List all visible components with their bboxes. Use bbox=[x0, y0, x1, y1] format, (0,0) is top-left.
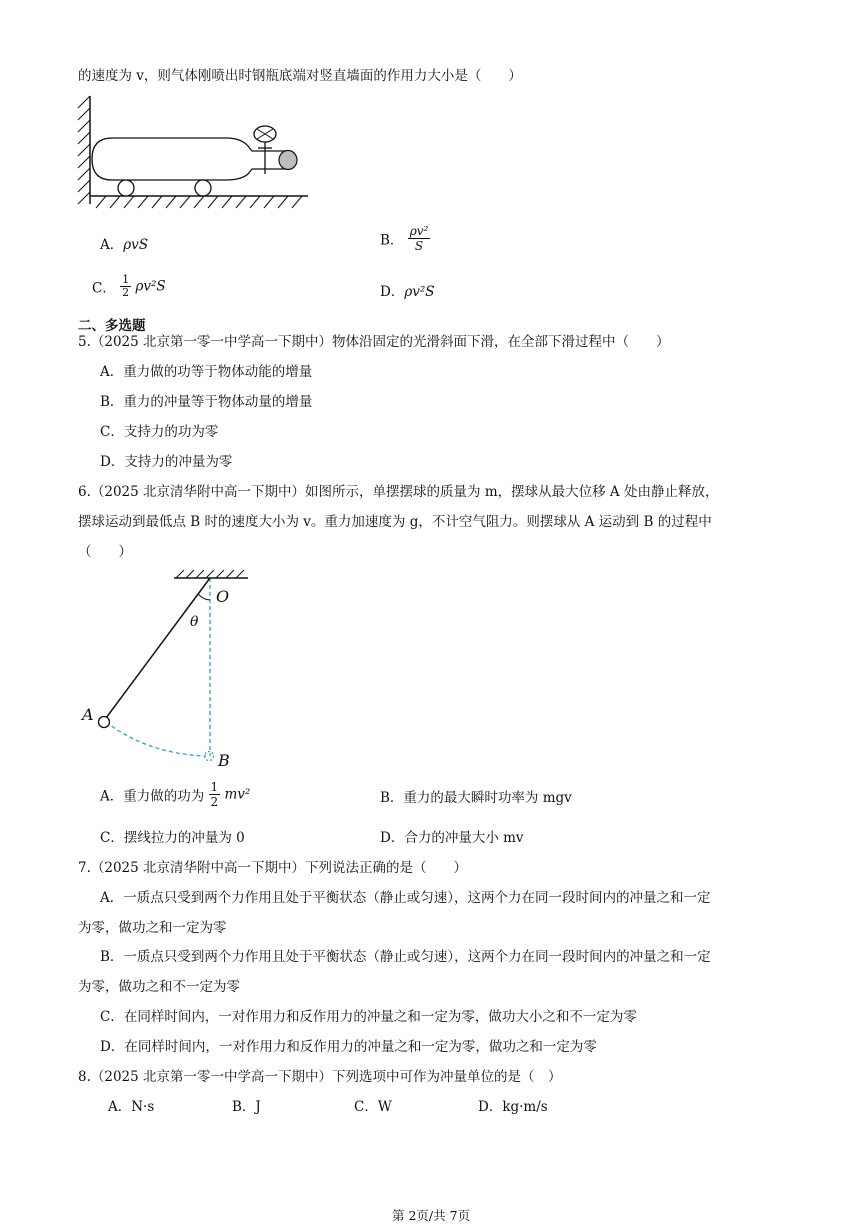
q5-stem: 5.（2025 北京第一零一中学高一下期中）物体沿固定的光滑斜面下滑，在全部下滑过程中（ ） bbox=[78, 334, 670, 350]
q7-option-b-line2: 为零，做功之和不一定为零 bbox=[78, 979, 240, 995]
q5-option-a: A．重力做的功等于物体动能的增量 bbox=[100, 364, 313, 380]
q7-option-d: D．在同样时间内，一对作用力和反作用力的冲量之和一定为零，做功之和一定为零 bbox=[100, 1039, 597, 1055]
q7-option-a-line1: A．一质点只受到两个力作用且处于平衡状态（静止或匀速），这两个力在同一段时间内的冲量之和一定 bbox=[100, 890, 711, 906]
q4-option-c: C． $\frac{1}{2}$ ρv²S bbox=[92, 273, 166, 299]
label-theta: θ bbox=[190, 614, 199, 630]
q6-stem-line1: 6.（2025 北京清华附中高一下期中）如图所示，单摆摆球的质量为 m，摆球从最大位移 A 处由静止释放， bbox=[78, 484, 719, 500]
section-title: 二、多选题 bbox=[78, 318, 146, 334]
q7-stem: 7.（2025 北京清华附中高一下期中）下列说法正确的是（ ） bbox=[78, 860, 468, 876]
pendulum-figure bbox=[78, 570, 278, 770]
q5-option-b: B．重力的冲量等于物体动量的增量 bbox=[100, 394, 313, 410]
q6-option-c: C．摆线拉力的冲量为 0 bbox=[100, 830, 245, 846]
q8-option-a: A．N·s bbox=[108, 1099, 155, 1115]
q8-option-d: D．kg·m/s bbox=[478, 1099, 548, 1115]
page-number: 第 2页/共 7页 bbox=[392, 1208, 471, 1223]
q6-option-b: B．重力的最大瞬时功率为 mgv bbox=[380, 790, 572, 806]
q4-option-a: A．ρvS bbox=[100, 237, 149, 253]
q5-option-d: D．支持力的冲量为零 bbox=[100, 454, 233, 470]
q6-option-a: A．重力做的功为 $\frac{1}{2}$ mv² bbox=[100, 780, 251, 809]
q6-stem-line3: （ ） bbox=[78, 544, 132, 560]
label-b: B bbox=[218, 751, 230, 770]
label-a: A bbox=[82, 705, 94, 724]
q4-stem-tail: 的速度为 v，则气体刚喷出时钢瓶底端对竖直墙面的作用力大小是（ ） bbox=[78, 68, 522, 84]
q6-stem-line2: 摆球运动到最低点 B 时的速度大小为 v。重力加速度为 g，不计空气阻力。则摆球从 A 运动到 B 的过程中 bbox=[78, 514, 712, 530]
label-o: O bbox=[216, 587, 230, 606]
gas-cylinder-figure bbox=[76, 96, 316, 216]
q5-option-c: C．支持力的功为零 bbox=[100, 424, 219, 440]
q4-option-b: B． $\frac{\text{ρv²}}{S}$ bbox=[380, 224, 429, 253]
q8-stem: 8.（2025 北京第一零一中学高一下期中）下列选项中可作为冲量单位的是（ ） bbox=[78, 1069, 562, 1085]
q7-option-a-line2: 为零，做功之和一定为零 bbox=[78, 920, 227, 936]
q6-option-d: D．合力的冲量大小 mv bbox=[380, 830, 524, 846]
q8-option-b: B．J bbox=[232, 1099, 261, 1115]
q4-option-d: D．ρv²S bbox=[380, 284, 435, 300]
q7-option-c: C．在同样时间内，一对作用力和反作用力的冲量之和一定为零，做功大小之和不一定为零 bbox=[100, 1009, 637, 1025]
q8-option-c: C．W bbox=[354, 1099, 392, 1115]
q7-option-b-line1: B．一质点只受到两个力作用且处于平衡状态（静止或匀速），这两个力在同一段时间内的冲量之和一定 bbox=[100, 949, 711, 965]
